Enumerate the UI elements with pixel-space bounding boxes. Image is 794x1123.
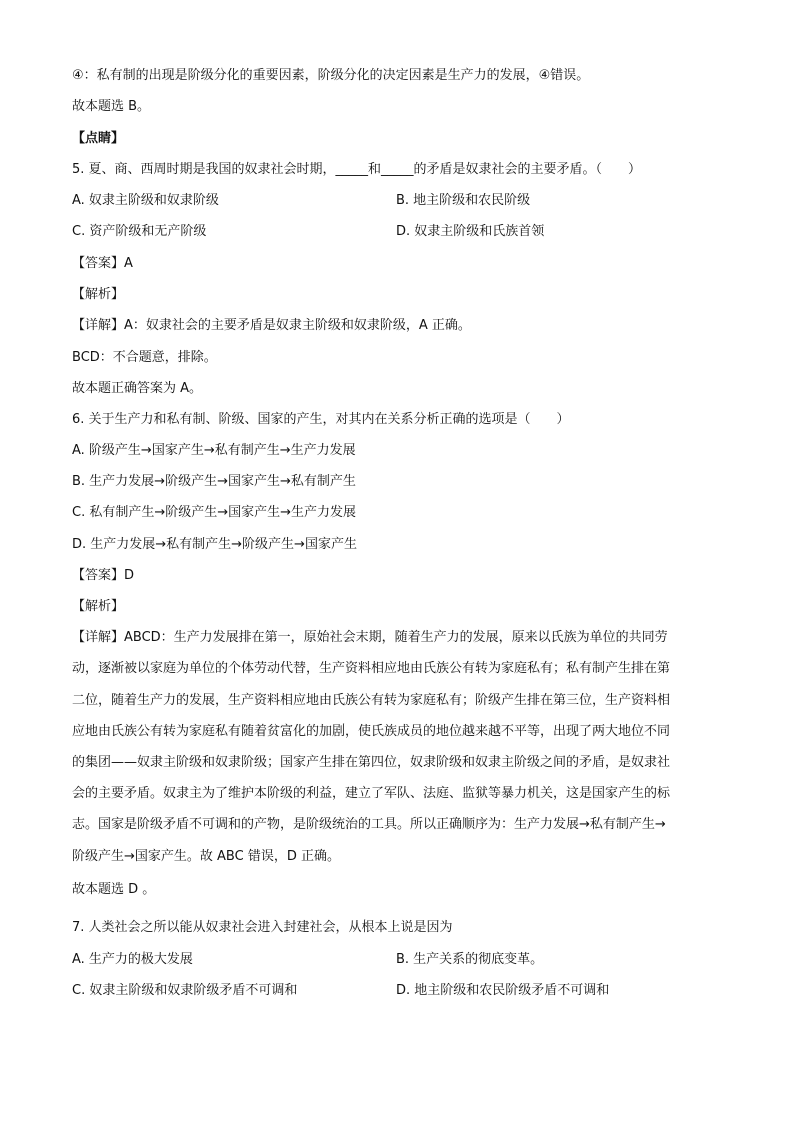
q6-detail-line: 应地由氏族公有转为家庭私有随着贫富化的加剧，使氏族成员的地位越来越不平等，出现了两大地位不同 xyxy=(72,724,671,739)
q6-analysis-heading: 【解析】 xyxy=(72,599,125,614)
q6-detail-line: 二位，随着生产力的发展，生产资料相应地由氏族公有转为家庭私有；阶级产生排在第三位，生产资料相 xyxy=(72,693,671,708)
q5-answer: 【答案】A xyxy=(72,256,133,271)
q6-detail-line: 会的主要矛盾。奴隶主为了维护本阶级的利益，建立了军队、法庭、监狱等暴力机关，这是国家产生的标 xyxy=(72,786,671,801)
q5-conclusion: 故本题正确答案为 A。 xyxy=(72,381,203,396)
q6-answer: 【答案】D xyxy=(72,568,135,583)
q5-detail-line: 【详解】A：奴隶社会的主要矛盾是奴隶主阶级和奴隶阶级，A 正确。 xyxy=(72,318,471,333)
q6-conclusion: 故本题选 D 。 xyxy=(72,882,156,897)
q6-option-d: D. 生产力发展→私有制产生→阶级产生→国家产生 xyxy=(72,537,357,552)
explanation-line: ④：私有制的出现是阶级分化的重要因素，阶级分化的决定因素是生产力的发展，④错误。 xyxy=(72,68,590,83)
conclusion-line: 故本题选 B。 xyxy=(72,99,151,114)
q7-option-d: D. 地主阶级和农民阶级矛盾不可调和 xyxy=(396,983,610,998)
q6-option-c: C. 私有制产生→阶级产生→国家产生→生产力发展 xyxy=(72,505,357,520)
q5-option-a: A. 奴隶主阶级和奴隶阶级 xyxy=(72,193,219,208)
q5-option-c: C. 资产阶级和无产阶级 xyxy=(72,224,207,239)
q6-detail-line: 【详解】ABCD：生产力发展排在第一，原始社会末期，随着生产力的发展，原来以氏族为单位的共同劳 xyxy=(72,630,668,645)
q5-option-d: D. 奴隶主阶级和氏族首领 xyxy=(396,224,545,239)
q6-option-a: A. 阶级产生→国家产生→私有制产生→生产力发展 xyxy=(72,443,356,458)
q6-detail-line: 阶级产生→国家产生。故 ABC 错误，D 正确。 xyxy=(72,849,340,864)
question-6-stem: 6. 关于生产力和私有制、阶级、国家的产生，对其内在关系分析正确的选项是（ ） xyxy=(72,412,570,427)
q6-option-b: B. 生产力发展→阶级产生→国家产生→私有制产生 xyxy=(72,474,356,489)
q6-detail-line: 的集团——奴隶主阶级和奴隶阶级；国家产生排在第四位，奴隶阶级和奴隶主阶级之间的矛盾，是奴隶社 xyxy=(72,755,671,770)
q7-option-c: C. 奴隶主阶级和奴隶阶级矛盾不可调和 xyxy=(72,983,298,998)
question-5-stem: 5. 夏、商、西周时期是我国的奴隶社会时期，_____和_____的矛盾是奴隶社会的主要矛盾。（ ） xyxy=(72,162,642,177)
q5-analysis-heading: 【解析】 xyxy=(72,287,125,302)
q5-option-b: B. 地主阶级和农民阶级 xyxy=(396,193,531,208)
q7-option-b: B. 生产关系的彻底变革。 xyxy=(396,952,544,967)
q5-detail-line: BCD：不合题意，排除。 xyxy=(72,350,217,365)
section-heading: 【点睛】 xyxy=(72,131,125,146)
q6-detail-line: 志。国家是阶级矛盾不可调和的产物，是阶级统治的工具。所以正确顺序为：生产力发展→私有制产生→ xyxy=(72,817,666,832)
question-7-stem: 7. 人类社会之所以能从奴隶社会进入封建社会，从根本上说是因为 xyxy=(72,920,453,935)
q7-option-a: A. 生产力的极大发展 xyxy=(72,952,193,967)
q6-detail-line: 动，逐渐被以家庭为单位的个体劳动代替，生产资料相应地由氏族公有转为家庭私有；私有制产生排在第 xyxy=(72,661,671,676)
